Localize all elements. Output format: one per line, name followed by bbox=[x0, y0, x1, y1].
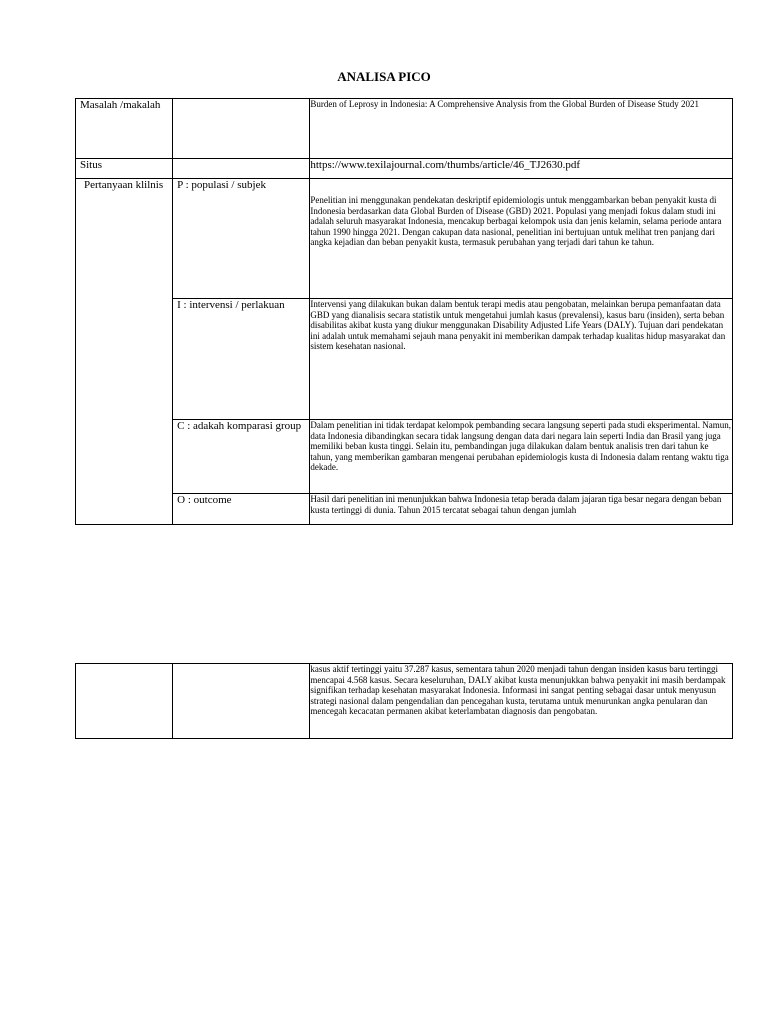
page-title: ANALISA PICO bbox=[337, 69, 431, 84]
cell-c-text bbox=[310, 420, 733, 494]
cell-cont-empty-1 bbox=[76, 664, 173, 739]
cell-masalah-text bbox=[310, 99, 733, 159]
i-label: I : intervensi / perlakuan bbox=[177, 299, 285, 311]
table-row-o-continued bbox=[76, 664, 733, 739]
masalah-text: Burden of Leprosy in Indonesia: A Comprehensive Analysis from the Global Burden of Disease Study 2021 bbox=[310, 99, 700, 109]
cell-o-label bbox=[173, 494, 310, 525]
masalah-label: Masalah /makalah bbox=[80, 99, 161, 111]
cell-o-text bbox=[310, 494, 733, 525]
cell-cont-empty-2 bbox=[173, 664, 310, 739]
p-text: Penelitian ini menggunakan pendekatan deskriptif epidemiologis untuk menggambarkan beban penyakit kusta di Indonesia berdasarkan data Global Burden of Disease (GBD) 2021. Populasi yang menjadi fokus dalam studi ini adalah seluruh masyarakat Indonesia, mencakup berbagai kelompok usia dan jenis kelamin, selama periode antara tahun 1990 hingga 2021. Dengan cakupan data nasional, penelitian ini bertujuan untuk melihat tren panjang dari angka kejadian dan beban penyakit kusta, termasuk perubahan yang terjadi dari tahun ke tahun. bbox=[310, 195, 722, 248]
cell-p-label bbox=[173, 179, 310, 299]
cell-i-label bbox=[173, 299, 310, 420]
cell-pertanyaan-label bbox=[76, 179, 173, 525]
cell-i-text bbox=[310, 299, 733, 420]
cell-situs-url bbox=[310, 159, 733, 179]
cell-masalah-empty bbox=[173, 99, 310, 159]
table-row-c bbox=[76, 420, 733, 494]
pico-table-continued bbox=[75, 663, 733, 739]
p-label: P : populasi / subjek bbox=[177, 179, 266, 191]
cell-o-continued-text bbox=[310, 664, 733, 739]
o-label: O : outcome bbox=[177, 494, 232, 506]
pertanyaan-label: Pertanyaan klilnis bbox=[84, 179, 164, 191]
table-row-situs bbox=[76, 159, 733, 179]
pico-table bbox=[75, 98, 733, 525]
table-row-o bbox=[76, 494, 733, 525]
o-continued-text: kasus aktif tertinggi yaitu 37.287 kasus, sementara tahun 2020 menjadi tahun dengan insiden kasus baru tertinggi mencapai 4.568 kasus. Secara keseluruhan, DALY akibat kusta menunjukkan bahwa penyakit ini masih berdampak signifikan terhadap kesehatan masyarakat Indonesia. Informasi ini sangat penting sebagai dasar untuk menyusun strategi nasional dalam pengendalian dan pencegahan kusta, terutama untuk menurunkan angka penularan dan mencegah kecacatan permanen akibat keterlambatan diagnosis dan pengobatan. bbox=[310, 664, 726, 717]
cell-masalah-label bbox=[76, 99, 173, 159]
o-text: Hasil dari penelitian ini menunjukkan bahwa Indonesia tetap berada dalam jajaran tiga besar negara dengan beban kusta tertinggi di dunia. Tahun 2015 tercatat sebagai tahun dengan jumlah bbox=[310, 494, 722, 515]
situs-url: https://www.texilajournal.com/thumbs/article/46_TJ2630.pdf bbox=[310, 159, 581, 171]
cell-c-label bbox=[173, 420, 310, 494]
situs-label: Situs bbox=[80, 159, 103, 171]
cell-situs-label bbox=[76, 159, 173, 179]
cell-situs-empty bbox=[173, 159, 310, 179]
i-text: Intervensi yang dilakukan bukan dalam bentuk terapi medis atau pengobatan, melainkan berupa pemanfaatan data GBD yang dianalisis secara statistik untuk mengetahui jumlah kasus (prevalensi), kasus baru (insiden), serta beban disabilitas akibat kusta yang diukur menggunakan Disability Adjusted Life Years (DALY). Tujuan dari pendekatan ini adalah untuk memahami sejauh mana penyakit ini memberikan dampak terhadap kualitas hidup masyarakat dan sistem kesehatan nasional. bbox=[310, 299, 726, 352]
c-label: C : adakah komparasi group bbox=[177, 420, 302, 432]
table-row-p bbox=[76, 179, 733, 299]
c-text: Dalam penelitian ini tidak terdapat kelompok pembanding secara langsung seperti pada studi eksperimental. Namun, data Indonesia dibandingkan secara tidak langsung dengan data dari negara lain seperti India dan Brasil yang juga memiliki beban kusta tinggi. Selain itu, pembandingan juga dilakukan dalam bentuk analisis tren dari tahun ke tahun, yang memberikan gambaran mengenai perubahan epidemiologis kusta di Indonesia dalam rentang waktu tiga dekade. bbox=[310, 420, 731, 473]
table-row-masalah bbox=[76, 99, 733, 159]
cell-p-text bbox=[310, 179, 733, 299]
table-row-i bbox=[76, 299, 733, 420]
